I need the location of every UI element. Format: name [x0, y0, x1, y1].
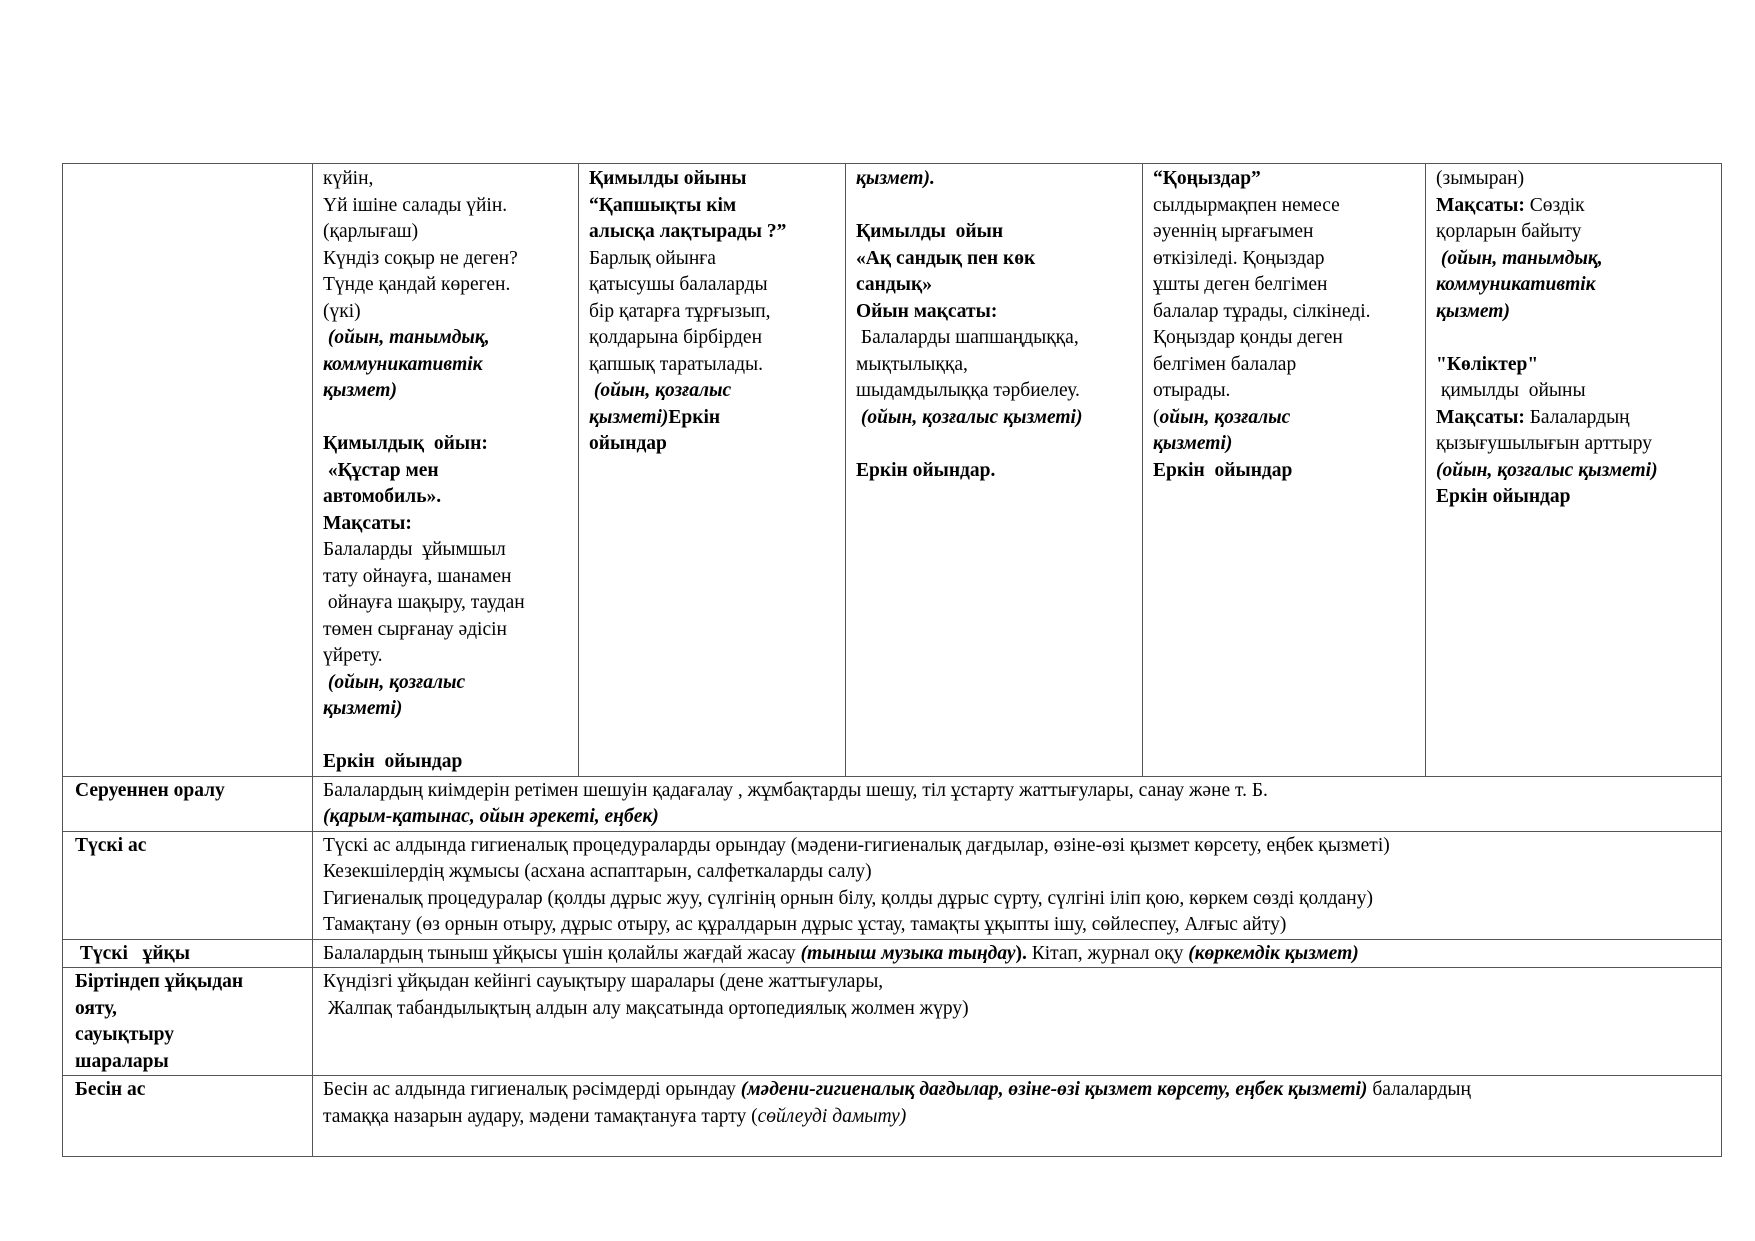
paragraph-line — [323, 1077, 1711, 1104]
cell-line: үйрету. — [323, 645, 383, 666]
afternoon-snack-row — [63, 1076, 1722, 1157]
cell-line: Күндіз соқыр не деген? — [323, 247, 518, 269]
cell-line: отырады. — [1153, 380, 1231, 401]
paragraph-line — [323, 778, 1711, 805]
cell-line: автомобиль». — [323, 486, 442, 507]
cell-line: коммуникативтік — [323, 353, 483, 375]
label-line: сауықтыру — [75, 1024, 175, 1045]
text-run: Түскі ас алдында гигиеналық процедураларды орындау (мәдени-гигиеналық дағдылар, өзіне-өзі қызмет көрсету, еңбек қызметі) — [323, 834, 1390, 856]
text-run: Тамақтану (өз орнын отыру, дұрыс отыру, ас құралдарын дұрыс ұстау, тамақты ұқыпты ішу, сөйлеспеу, Алғыс айту) — [323, 914, 1287, 935]
text-run: ). — [1015, 942, 1032, 964]
label-line: шаралары — [75, 1050, 169, 1072]
text-run: Гигиеналық процедуралар (қолды дұрыс жуу, сүлгінің орнын білу, қолды дұрыс сүрту, сүлгіні іліп қою, көркем сөзді қолдану) — [323, 887, 1373, 909]
text-run: (қарым-қатынас, ойын әрекеті, еңбек) — [323, 806, 659, 827]
label-line: Біртіндеп ұйқыдан — [75, 971, 244, 992]
cell-line: Барлық ойынға — [589, 247, 716, 269]
text-run: Балалардың — [1524, 406, 1630, 428]
text-run: (тыныш музыка тыңдау — [800, 942, 1016, 964]
cell-line: ойындар — [589, 433, 667, 454]
cell-line: күйін, — [323, 168, 374, 189]
cell-line: Еркін ойындар — [323, 751, 463, 772]
label-line: ояту, — [75, 997, 117, 1019]
afternoon-snack-content — [313, 1076, 1722, 1157]
paragraph-line — [323, 996, 1711, 1023]
cell-line: қапшық таратылады. — [589, 353, 763, 375]
cell-line: (қарлығаш) — [323, 221, 419, 242]
paragraph-line — [323, 941, 1711, 968]
lunch-content — [313, 831, 1722, 939]
cell-line — [856, 193, 1132, 220]
nap-label: Түскі ұйқы — [63, 939, 313, 968]
paragraph-line — [323, 969, 1711, 996]
paragraph-line — [323, 833, 1711, 860]
cell-line — [589, 405, 835, 432]
cell-line: Үй ішіне салады үйін. — [323, 194, 508, 216]
cell-line: тату ойнауға, шанамен — [323, 565, 512, 587]
cell-line: қатысушы балаларды — [589, 274, 768, 295]
text-run: Сөздік — [1524, 194, 1585, 216]
cell-line: «Ақ сандық пен көк — [856, 247, 1036, 269]
cell-line: ойнауға шақыру, таудан — [323, 592, 525, 613]
cell-line: қызмет) — [1436, 300, 1510, 322]
paragraph-line — [323, 859, 1711, 886]
return-from-walk-row — [63, 776, 1722, 831]
cell-line: шыдамдылыққа тәрбиелеу. — [856, 380, 1080, 401]
text-run: балалардың — [1367, 1079, 1471, 1100]
cell-line: "Көліктер" — [1436, 353, 1539, 375]
wake-up-row — [63, 968, 1722, 1076]
cell-line: қызметі) — [323, 698, 403, 719]
return-from-walk-content — [313, 776, 1722, 831]
cell-line: Балаларды шапшаңдыққа, — [856, 327, 1079, 348]
activity-cell-1 — [313, 164, 579, 777]
text-run: Балалардың тыныш ұйқысы үшін қолайлы жағдай жасау — [323, 942, 801, 964]
activities-row-label — [63, 164, 313, 777]
text-run: тамаққа назарын аудару, мәдени тамақтануға тарту ( — [323, 1105, 758, 1127]
cell-line: қорларын байыту — [1436, 221, 1582, 242]
cell-line: коммуникативтік — [1436, 274, 1596, 295]
cell-line — [1436, 325, 1711, 352]
cell-line: Еркін ойындар. — [856, 459, 996, 481]
activity-cell-4 — [1143, 164, 1426, 777]
text-run: сөйлеуді дамыту) — [757, 1105, 907, 1127]
cell-line: Еркін ойындар — [1436, 486, 1571, 507]
afternoon-snack-label: Бесін ас — [63, 1076, 313, 1157]
cell-line: Қимылды ойын — [856, 221, 1004, 242]
activity-cell-3 — [846, 164, 1143, 777]
text-run: Жалпақ табандылықтың алдын алу мақсатында ортопедиялық жолмен жүру) — [323, 997, 969, 1019]
text-run: ( — [1153, 406, 1160, 428]
cell-line: қызығушылығын арттыру — [1436, 433, 1653, 454]
cell-line: балалар тұрады, сілкінеді. — [1153, 300, 1371, 322]
text-run: (мәдени-гигиеналық дағдылар, өзіне-өзі қызмет көрсету, еңбек қызметі) — [740, 1079, 1368, 1100]
cell-line: (үкі) — [323, 300, 361, 322]
nap-row — [63, 939, 1722, 968]
text-run: Мақсаты: — [1436, 406, 1525, 428]
text-run: Балалардың киімдерін ретімен шешуін қадағалау , жұмбақтарды шешу, тіл ұстарту жаттығулары, санау және т. Б. — [323, 779, 1268, 801]
text-run: Бесін ас алдында гигиеналық рәсімдерді орындау — [323, 1079, 741, 1100]
cell-line: “Қапшықты кім — [589, 194, 737, 216]
cell-line — [1436, 193, 1711, 220]
text-run: Күндізгі ұйқыдан кейінгі сауықтыру шаралары (дене жаттығулары, — [323, 971, 884, 992]
cell-line: бір қатарға тұрғызып, — [589, 300, 771, 322]
cell-line: Түнде қандай көреген. — [323, 274, 511, 295]
cell-line: өткізіледі. Қоңыздар — [1153, 247, 1325, 269]
cell-line: қызмет). — [856, 168, 935, 189]
cell-line: Ойын мақсаты: — [856, 300, 998, 322]
schedule-table — [62, 163, 1722, 1157]
cell-line — [856, 431, 1132, 458]
wake-up-label — [63, 968, 313, 1076]
cell-line — [1153, 405, 1415, 432]
cell-line: Қимылдық ойын: — [323, 433, 488, 454]
cell-line: қимылды ойыны — [1436, 380, 1586, 401]
cell-line: қолдарына бірбірден — [589, 327, 763, 348]
cell-line: қызмет) — [323, 380, 397, 401]
text-run: Еркін — [668, 406, 721, 428]
cell-line: Қимылды ойыны — [589, 168, 747, 189]
cell-line — [323, 405, 568, 432]
paragraph-line — [323, 1104, 1711, 1131]
cell-line: (ойын, қозғалыс қызметі) — [856, 406, 1083, 428]
paragraph-line — [323, 804, 1711, 831]
cell-line: әуеннің ырғағымен — [1153, 221, 1314, 242]
cell-line: “Қоңыздар” — [1153, 168, 1261, 189]
lunch-label: Түскі ас — [63, 831, 313, 939]
cell-line: белгімен балалар — [1153, 353, 1297, 375]
activities-row — [63, 164, 1722, 777]
cell-line: «Құстар мен — [323, 459, 439, 481]
cell-line: Балаларды ұйымшыл — [323, 539, 506, 560]
cell-line: (ойын, қозғалыс қызметі) — [1436, 459, 1658, 481]
cell-line: (ойын, танымдық, — [1436, 247, 1603, 269]
lunch-row — [63, 831, 1722, 939]
text-run: Кітап, журнал оқу — [1031, 942, 1189, 964]
cell-line: Қоңыздар қонды деген — [1153, 327, 1343, 348]
text-run: Кезекшілердің жұмысы (асхана аспаптарын, салфеткаларды салу) — [323, 861, 872, 882]
nap-content — [313, 939, 1722, 968]
wake-up-content — [313, 968, 1722, 1076]
cell-line: сылдырмақпен немесе — [1153, 194, 1340, 216]
cell-line: сандық» — [856, 274, 932, 295]
cell-line: Мақсаты: — [323, 512, 412, 534]
cell-line: алысқа лақтырады ?” — [589, 221, 787, 242]
activity-cell-5 — [1426, 164, 1722, 777]
cell-line — [323, 723, 568, 750]
cell-line: мықтылыққа, — [856, 353, 968, 375]
text-run: қызметі) — [589, 406, 669, 428]
cell-line: қызметі) — [1153, 433, 1233, 454]
text-run: (көркемдік қызмет) — [1188, 942, 1359, 964]
cell-line: (ойын, қозғалыс — [323, 671, 466, 693]
cell-line: ұшты деген белгімен — [1153, 274, 1328, 295]
activity-cell-2 — [579, 164, 846, 777]
cell-line: (зымыран) — [1436, 168, 1525, 189]
cell-line — [1436, 405, 1711, 432]
paragraph-line — [323, 886, 1711, 913]
paragraph-line — [323, 912, 1711, 939]
cell-line: Еркін ойындар — [1153, 459, 1293, 481]
cell-line: (ойын, танымдық, — [323, 327, 490, 348]
cell-line: төмен сырғанау әдісін — [323, 618, 507, 640]
return-from-walk-label: Серуеннен оралу — [63, 776, 313, 831]
text-run: Мақсаты: — [1436, 194, 1525, 216]
cell-line: (ойын, қозғалыс — [589, 380, 732, 401]
schedule-body — [63, 164, 1722, 1157]
text-run: ойын, қозғалыс — [1159, 406, 1291, 428]
